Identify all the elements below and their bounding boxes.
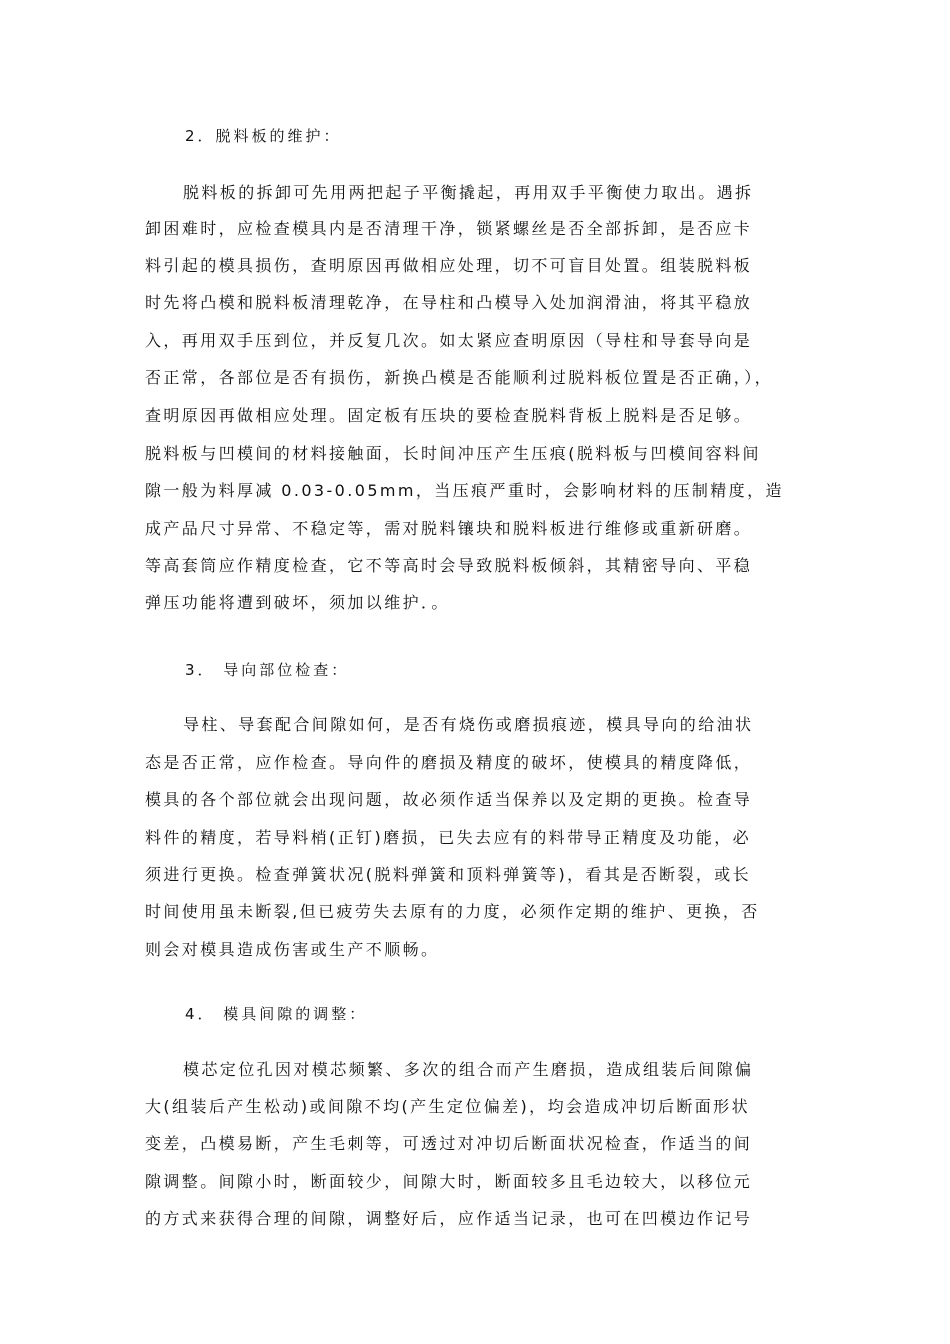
paragraph-line: 等高套筒应作精度检查，它不等高时会导致脱料板倾斜，其精密导向、平稳	[145, 556, 753, 575]
section-heading: 4． 模具间隙的调整：	[185, 1005, 368, 1023]
paragraph-line: 大(组装后产生松动)或间隙不均(产生定位偏差)，均会造成冲切后断面形状	[145, 1097, 750, 1116]
paragraph-line: 时先将凸模和脱料板清理乾净，在导柱和凸模导入处加润滑油，将其平稳放	[145, 293, 753, 312]
paragraph-line: 模具的各个部位就会出现问题，故必须作适当保养以及定期的更换。检查导	[145, 790, 753, 809]
paragraph-line: 卸困难时，应检查模具内是否清理干净，锁紧螺丝是否全部拆卸，是否应卡	[145, 219, 753, 238]
paragraph-line: 态是否正常，应作检查。导向件的磨损及精度的破坏，使模具的精度降低，	[145, 753, 753, 772]
paragraph-line: 弹压功能将遭到破坏，须加以维护．。	[145, 593, 450, 612]
paragraph-line: 的方式来获得合理的间隙，调整好后，应作适当记录，也可在凹模边作记号	[145, 1209, 753, 1228]
paragraph-line: 变差，凸模易断，产生毛刺等，可透过对冲切后断面状况检查，作适当的间	[145, 1134, 753, 1153]
paragraph-line: 须进行更换。检查弹簧状况(脱料弹簧和顶料弹簧等)，看其是否断裂，或长	[145, 865, 752, 884]
paragraph-line: 料件的精度，若导料梢(正钉)磨损，已失去应有的料带导正精度及功能，必	[145, 828, 752, 847]
paragraph-line: 脱料板的拆卸可先用两把起子平衡撬起，再用双手平衡使力取出。遇拆	[183, 183, 754, 202]
paragraph-line: 导柱、导套配合间隙如何，是否有烧伤或磨损痕迹，模具导向的给油状	[183, 715, 754, 734]
paragraph-line: 脱料板与凹模间的材料接触面，长时间冲压产生压痕(脱料板与凹模间容料间	[145, 444, 761, 463]
section-heading: 3． 导向部位检查：	[185, 661, 350, 679]
paragraph-line: 查明原因再做相应处理。固定板有压块的要检查脱料背板上脱料是否足够。	[145, 406, 753, 425]
paragraph-line: 料引起的模具损伤，查明原因再做相应处理，切不可盲目处置。组装脱料板	[145, 256, 753, 275]
paragraph-line: 否正常，各部位是否有损伤，新换凸模是否能顺利过脱料板位置是否正确，），	[145, 368, 774, 387]
paragraph-line: 隙调整。间隙小时，断面较少，间隙大时，断面较多且毛边较大，以移位元	[145, 1172, 753, 1191]
paragraph-line: 则会对模具造成伤害或生产不顺畅。	[145, 940, 440, 959]
paragraph-line: 时间使用虽未断裂,但已疲劳失去原有的力度，必须作定期的维护、更换，否	[145, 902, 760, 921]
paragraph-line: 隙一般为料厚减 0.03-0.05mm，当压痕严重时，会影响材料的压制精度，造	[145, 481, 784, 500]
paragraph-line: 成产品尺寸异常、不稳定等，需对脱料镶块和脱料板进行维修或重新研磨。	[145, 519, 753, 538]
paragraph-line: 入，再用双手压到位，并反复几次。如太紧应查明原因（导柱和导套导向是	[145, 331, 753, 350]
paragraph-line: 模芯定位孔因对模芯频繁、多次的组合而产生磨损，造成组装后间隙偏	[183, 1060, 754, 1079]
section-heading: 2．脱料板的维护：	[185, 127, 342, 145]
